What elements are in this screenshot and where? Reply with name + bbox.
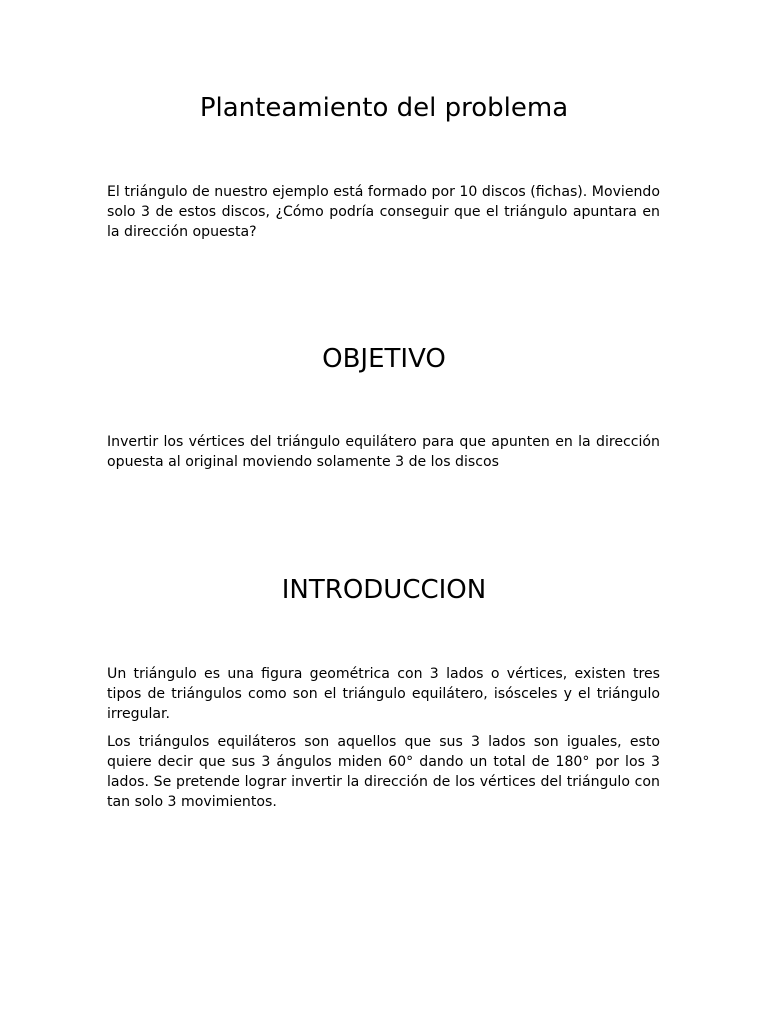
- section-body-planteamiento: El triángulo de nuestro ejemplo está formado por 10 discos (fichas). Moviendo solo 3 de estos discos, ¿Cómo podría conseguir que el triángulo apuntara en la dirección opuesta?: [107, 184, 660, 240]
- section-title-planteamiento: Planteamiento del problema: [199, 93, 569, 123]
- section-body-introduccion-2: Los triángulos equiláteros son aquellos que sus 3 lados son iguales, esto quiere decir que sus 3 ángulos miden 60° dando un total de 180° por los 3 lados. Se pretende lograr invertir la dirección de los vértices del triángulo con tan solo 3 movimientos.: [107, 734, 660, 810]
- section-title-introduccion: INTRODUCCION: [281, 575, 487, 605]
- section-body-objetivo: Invertir los vértices del triángulo equilátero para que apunten en la dirección opuesta al original moviendo solamente 3 de los discos: [107, 434, 660, 470]
- section-body-introduccion-1: Un triángulo es una figura geométrica con 3 lados o vértices, existen tres tipos de triángulos como son el triángulo equilátero, isósceles y el triángulo irregular.: [107, 666, 660, 722]
- section-title-objetivo: OBJETIVO: [322, 344, 446, 374]
